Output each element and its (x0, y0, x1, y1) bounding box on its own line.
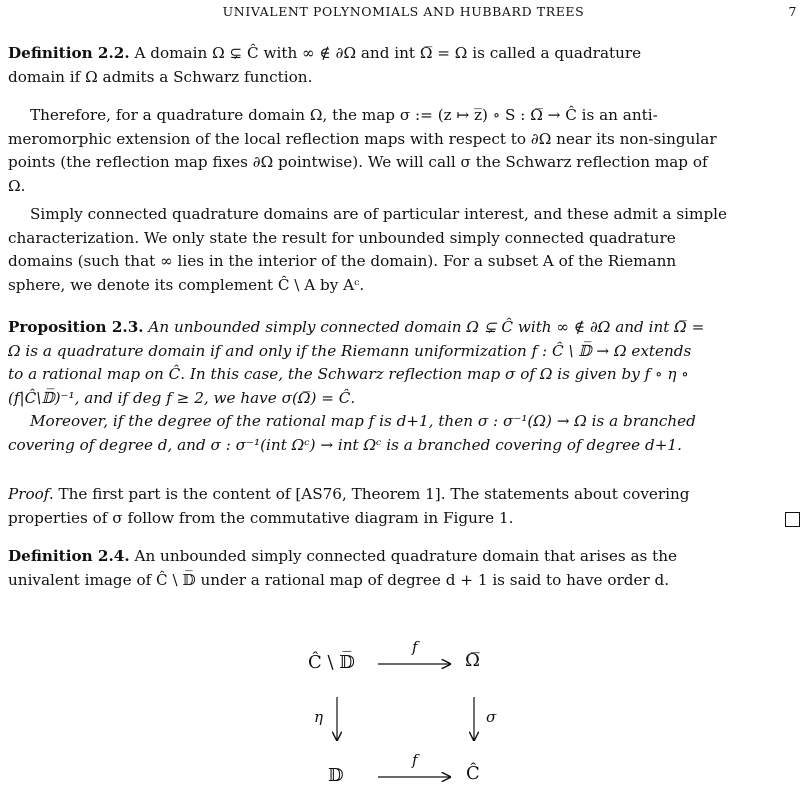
proposition-line: Ω is a quadrature domain if and only if the Riemann uniformization f : Ĉ \ 𝔻̅ → Ω extends (8, 341, 692, 360)
page-number: 7 (788, 4, 797, 19)
definition-line: domain if Ω admits a Schwarz function. (8, 67, 313, 86)
left-arrow-label: η (314, 708, 323, 726)
proof-line: properties of σ follow from the commutative diagram in Figure 1. (8, 508, 514, 527)
proposition-line: An unbounded simply connected domain Ω ⊊ Ĉ with ∞ ∉ ∂Ω and int Ω̅ = (148, 318, 705, 336)
paragraph-line: points (the reflection map fixes ∂Ω pointwise). We will call σ the Schwarz reflection map of (8, 153, 708, 172)
diagram-node-top-left: Ĉ \ 𝔻̅ (308, 652, 355, 673)
paragraph-line: Therefore, for a quadrature domain Ω, the map σ := (z ↦ z̅) ∘ S : Ω̅ → Ĉ is an anti- (30, 106, 658, 124)
proof-line: The first part is the content of [AS76, Theorem 1]. The statements about covering (58, 485, 690, 503)
diagram-node-top-right: Ω̅ (465, 650, 480, 671)
paragraph-line: meromorphic extension of the local reflection maps with respect to ∂Ω near its non-singular (8, 129, 717, 148)
commutative-diagram (300, 630, 520, 785)
paragraph-line: Ω. (8, 176, 26, 195)
definition-line: A domain Ω ⊊ Ĉ with ∞ ∉ ∂Ω and int Ω̅ = Ω is called a quadrature (134, 44, 642, 62)
paragraph-simply-connected (8, 203, 800, 297)
definition-2-4 (8, 545, 800, 592)
proposition-line: covering of degree d, and σ : σ⁻¹(int Ωᶜ) → int Ωᶜ is a branched covering of degree d+1. (8, 435, 682, 454)
paragraph-line: characterization. We only state the result for unbounded simply connected quadrature (8, 228, 676, 247)
proposition-line: to a rational map on Ĉ. In this case, the Schwarz reflection map σ of Ω is given by f ∘ η ∘ (8, 365, 689, 384)
definition-label: Definition 2.2. (8, 44, 130, 62)
paragraph-schwarz-reflection (8, 104, 800, 198)
proposition-line: (f|Ĉ\𝔻̅)⁻¹, and if deg f ≥ 2, we have σ(Ω̅) = Ĉ. (8, 388, 356, 407)
definition-line: univalent image of Ĉ \ 𝔻̅ under a rational map of degree d + 1 is said to have order d. (8, 570, 670, 589)
proposition-line: Moreover, if the degree of the rational map f is d+1, then σ : σ⁻¹(Ω) → Ω is a branched (30, 412, 696, 431)
running-header (0, 4, 807, 22)
running-title: UNIVALENT POLYNOMIALS AND HUBBARD TREES (222, 4, 585, 19)
qed-square-icon (785, 512, 800, 527)
bottom-arrow-label: f (412, 751, 418, 769)
diagram-node-bottom-left: 𝔻 (328, 765, 344, 786)
paragraph-line: Simply connected quadrature domains are of particular interest, and these admit a simple (30, 205, 728, 223)
definition-label: Definition 2.4. (8, 547, 130, 565)
proposition-label: Proposition 2.3. (8, 318, 144, 336)
diagram-node-bottom-right: Ĉ (466, 763, 480, 784)
proof-label: Proof. (8, 485, 54, 503)
definition-line: An unbounded simply connected quadrature domain that arises as the (134, 547, 678, 565)
definition-2-2 (8, 42, 800, 89)
paragraph-line: sphere, we denote its complement Ĉ \ A by Aᶜ. (8, 275, 365, 294)
paragraph-line: domains (such that ∞ lies in the interior of the domain). For a subset A of the Riemann (8, 252, 677, 271)
proposition-2-3 (8, 316, 800, 458)
top-arrow-label: f (412, 638, 418, 656)
right-arrow-label: σ (486, 708, 497, 726)
proof (8, 483, 800, 530)
